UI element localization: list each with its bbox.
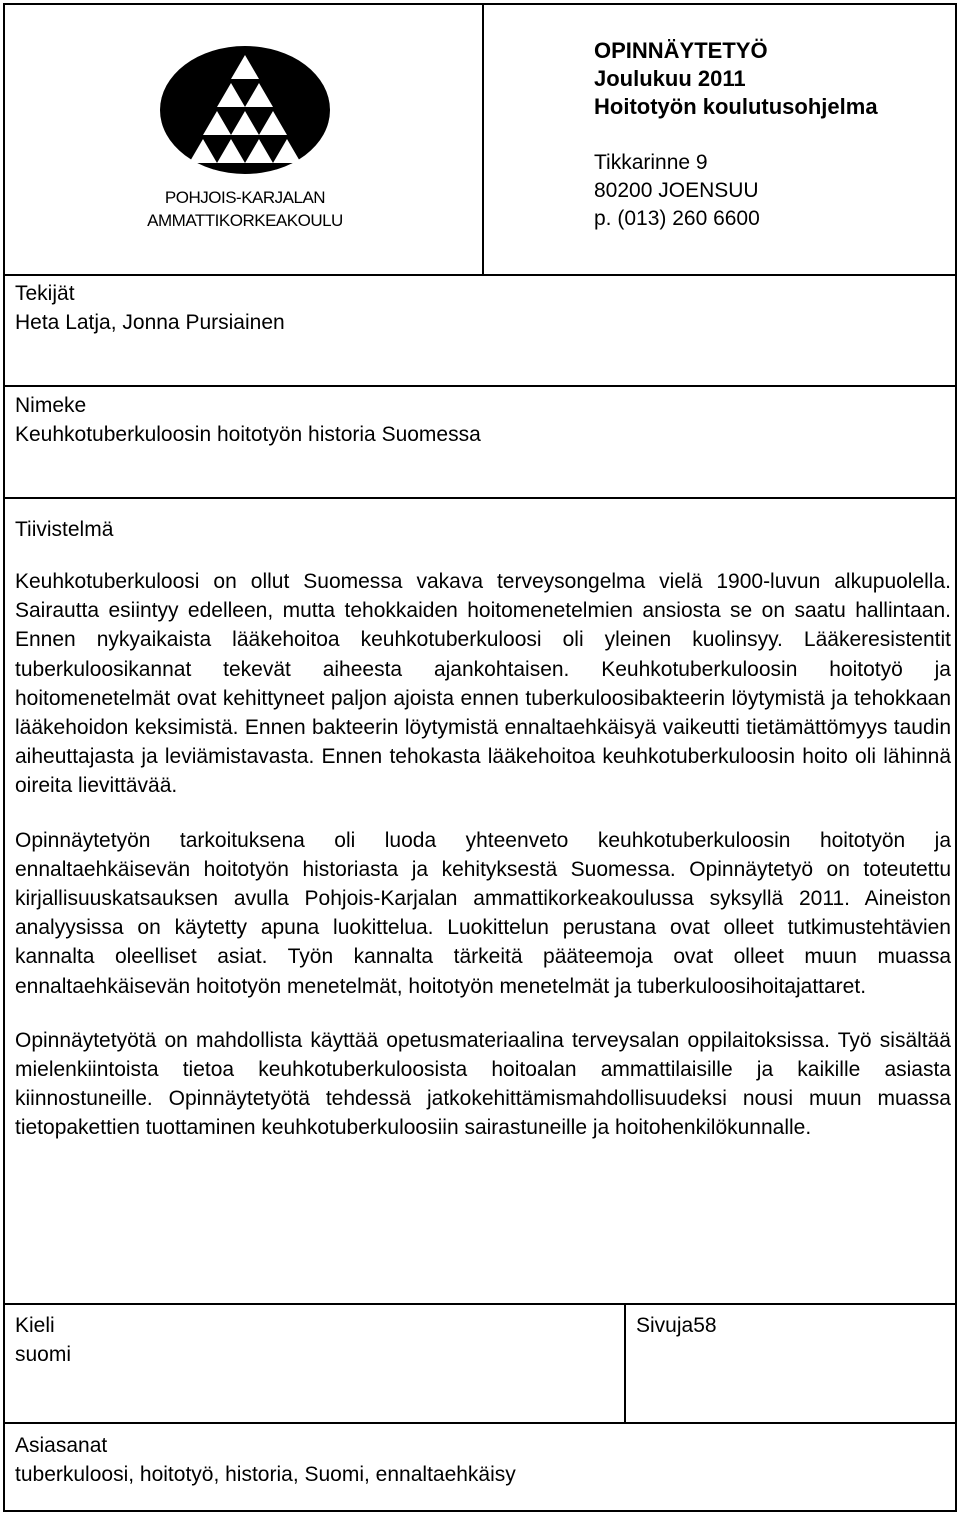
street-address: Tikkarinne 9 (594, 151, 708, 174)
phone-number: p. (013) 260 6600 (594, 207, 760, 230)
title-value: Keuhkotuberkuloosin hoitotyön historia Suomessa (15, 423, 481, 446)
title-label: Nimeke (15, 394, 87, 417)
degree-programme: Hoitotyön koulutusohjelma (594, 94, 878, 119)
keywords-value: tuberkuloosi, hoitotyö, historia, Suomi, ennaltaehkäisy (15, 1463, 516, 1486)
authors-cell (3, 274, 957, 387)
abstract-paragraph: Keuhkotuberkuloosi on ollut Suomessa vakava terveysongelma vielä 1900-luvun alkupuolella. Sairautta esiintyy edelleen, mutta tehokkaiden hoitomenetelmien ansiosta se on saatu hallintaan. Ennen nykyaikaista lääkehoitoa keuhkotuberkuloosi oli yleinen kuolinsyy. Lääkeresistentit tuberkuloosikannat tekevät aiheesta ajankohtaisen. Keuhkotuberkuloosin hoitotyö ja hoitomenetelmät ovat kehittyneet paljon ajoista ennen tuberkuloosibakteerin löytymistä ja tehokkaan lääkehoidon keksimistä. Ennen bakteerin löytymistä ennaltaehkäisyä vaikeutti tietämättömyys taudin aiheuttajasta ja leviämistavasta. Ennen tehokasta lääkehoitoa keuhkotuberkuloosin hoito oli lähinnä oireita lievittävää. (15, 570, 951, 798)
abstract-cell (3, 497, 957, 1305)
logo-line-1: POHJOIS-KARJALAN (164, 188, 326, 207)
title-cell (3, 385, 957, 499)
authors-value: Heta Latja, Jonna Pursiainen (15, 311, 285, 334)
abstract-paragraph: Opinnäytetyön tarkoituksena oli luoda yhteenveto keuhkotuberkuloosin hoitotyön ja ennaltaehkäisevän hoitotyön historiasta ja kehityksestä Suomessa. Opinnäytetyö on toteutettu kirjallisuuskatsauksen avulla Pohjois-Karjalan ammattikorkeakoulussa syksyllä 2011. Aineiston analyysissa on käytetty apuna luokittelua. Luokittelun perustana ovat olleet tutkimustehtävien kannalta oleelliset asiat. Työn kannalta tärkeitä pääteemoja ovat olleet muun muassa ennaltaehkäisevän hoitotyön menetelmät, hoitotyön menetelmät ja tuberkuloosihoitajattaret. (15, 828, 951, 998)
logo-line-2: AMMATTIKORKEAKOULU (147, 211, 343, 230)
keywords-label: Asiasanat (15, 1434, 108, 1457)
logo-cell (3, 3, 484, 276)
postal-address: 80200 JOENSUU (594, 179, 759, 202)
language-value: suomi (15, 1343, 72, 1366)
document-type: OPINNÄYTETYÖ (594, 38, 768, 63)
document-date: Joulukuu 2011 (594, 66, 746, 91)
pages-label: Sivuja58 (636, 1314, 717, 1337)
abstract-label: Tiivistelmä (15, 518, 114, 541)
language-cell (3, 1303, 626, 1424)
pages-cell (624, 1303, 957, 1424)
info-cell (482, 3, 957, 276)
logo-triangle-emblem-icon (135, 45, 355, 190)
authors-label: Tekijät (15, 282, 75, 305)
abstract-body (15, 567, 951, 1168)
keywords-cell (3, 1422, 957, 1512)
abstract-paragraph: Opinnäytetyötä on mahdollista käyttää opetusmateriaalina terveysalan oppilaitoksissa. Työ sisältää mielenkiintoista tietoa keuhkotuberkuloosista hoitoalan ammattilaisille ja kaikille asiasta kiinnostuneille. Opinnäytetyötä tehdessä jatkokehittämismahdollisuudeksi nousi muun muassa tietopakettien tuottaminen keuhkotuberkuloosiin sairastuneille ja hoitohenkilökunnalle. (15, 1028, 951, 1140)
language-label: Kieli (15, 1314, 55, 1337)
school-logo (135, 45, 355, 245)
